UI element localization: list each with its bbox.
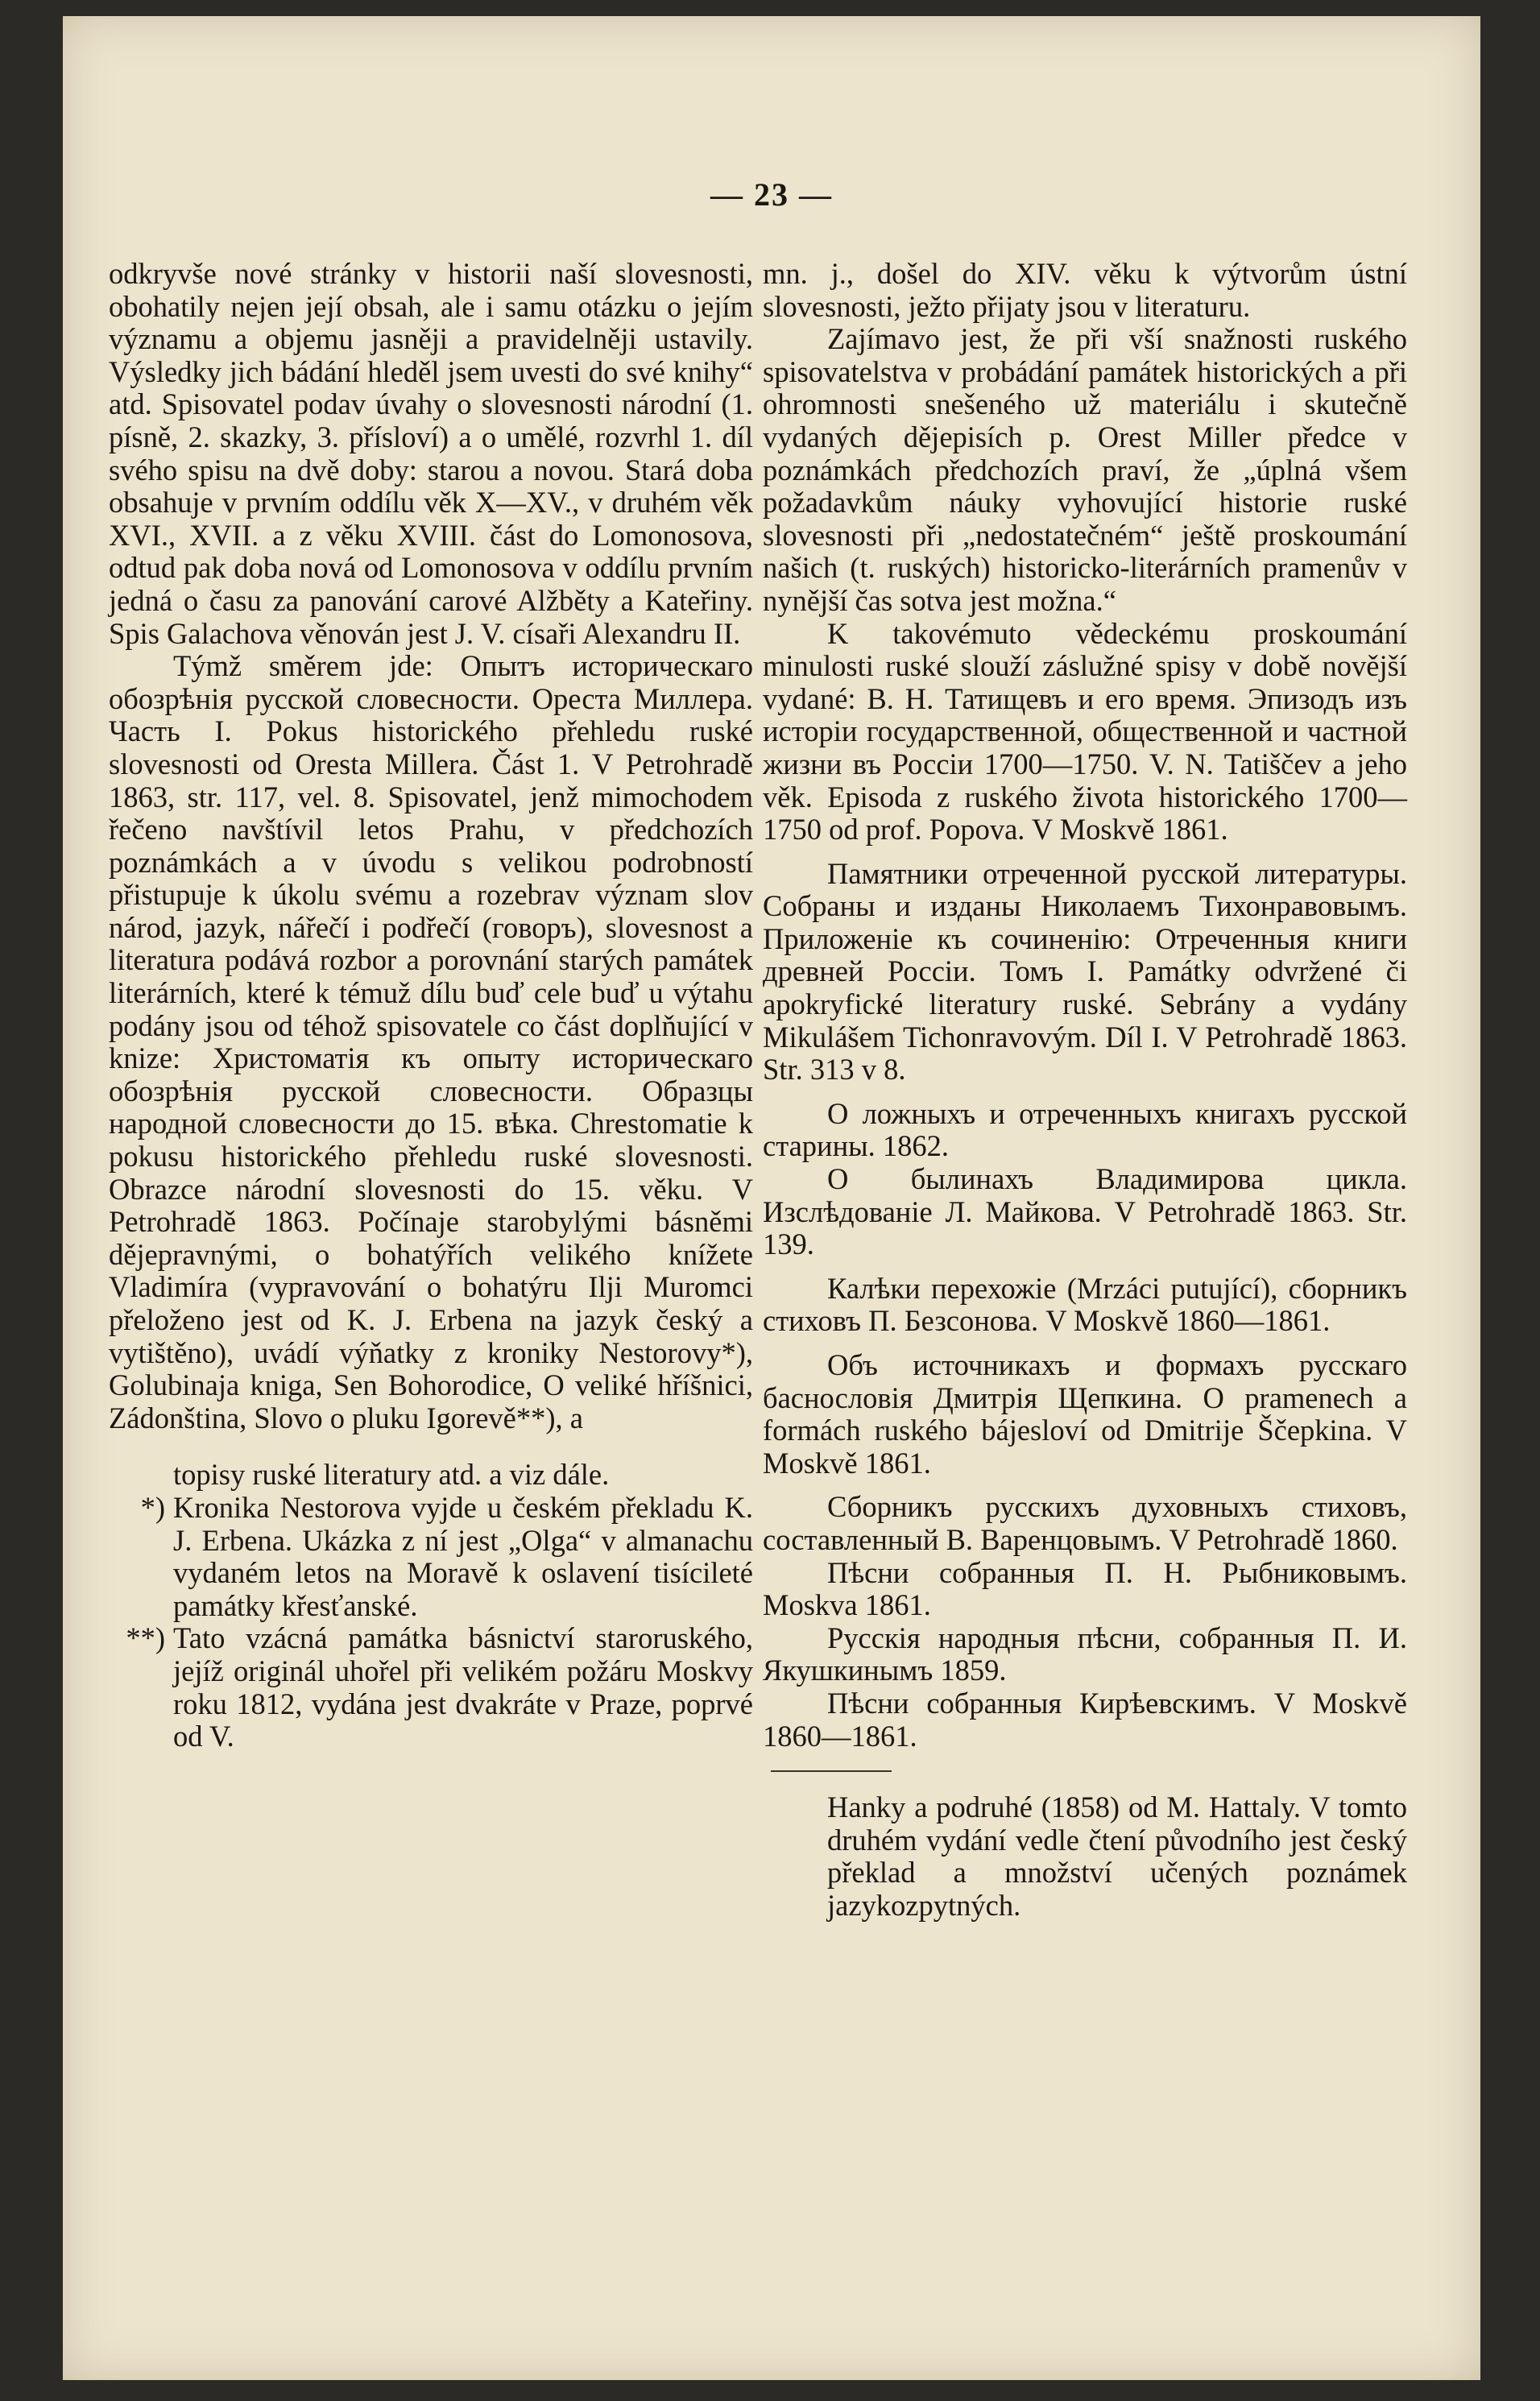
footnote [109,1492,753,1622]
bibliography-entry: Калѣки перехожіе (Mrzáci putující), сборникъ стиховъ П. Безсонова. V Moskvě 1860—1861. [763,1271,1407,1338]
bibliography-entry: О былинахъ Владимирова цикла. Изслѣдованіе Л. Майкова. V Petrohradě 1863. Str. 139. [763,1162,1407,1261]
footnote [109,1622,753,1753]
footnote-text: Tato vzácná památka básnictví staroruského, jejíž originál uhořel při velikém požáru Moskvy roku 1812, vydána jest dvakráte v Praze, poprvé od V. [173,1621,753,1753]
book-page [63,16,1480,2380]
footnote-mark: **) [126,1621,165,1655]
bibliography-entry: Русскія народныя пѣсни, собранныя П. И. Якушкинымъ 1859. [763,1621,1407,1687]
page-number: — 23 — [710,176,833,213]
bibliography-entry: Пѣсни собранныя Кирѣевскимъ. V Moskvě 1860—1861. [763,1686,1407,1753]
paragraph: mn. j., došel do XIV. věku k výtvorům ústní slovesnosti, ježto přijaty jsou v literaturu. [763,257,1407,323]
left-column [109,258,753,1753]
bibliography-entry: О ложныхъ и отреченныхъ книгахъ русской старины. 1862. [763,1096,1407,1163]
footnote-rule [771,1770,892,1772]
footnote-text: Kronika Nestorova vyjde u českém překladu K. J. Erbena. Ukázka z ní jest „Olga“ v almanachu vydaném letos na Moravě k oslavení tisícileté památky křesťanské. [173,1490,753,1622]
right-column [763,258,1407,1923]
paragraph: K takovémuto vědeckému proskoumání minulosti ruské slouží záslužné spisy v době novější vydané: В. Н. Татищевъ и его время. Эпизодъ изъ исторіи государственной, общественной и частной жизни въ Россіи 1700—1750. V. N. Tatiščev a jeho věk. Episoda z ruského života historického 1700—1750 od prof. Popova. V Moskvě 1861. [763,616,1407,847]
bibliography-entry: Пѣсни собранныя П. Н. Рыбниковымъ. Moskva 1861. [763,1555,1407,1622]
paragraph: odkryvše nové stránky v historii naší slovesnosti, obohatily nejen její obsah, ale i samu otázku o jejím významu a objemu jasněji a pravidelněji ustavily. Výsledky jich bádání hleděl jsem uvesti do své knihy“ atd. Spisovatel podav úvahy o slovesnosti národní (1. písně, 2. skazky, 3. přísloví) a o umělé, rozvrhl 1. díl svého spisu na dvě doby: starou a novou. Stará doba obsahuje v prvním oddílu věk X—XV., v druhém věk XVI., XVII. a z věku XVIII. část do Lomonosova, odtud pak doba nová od Lomonosova v oddílu prvním jedná o času za panování carové Alžběty a Kateřiny. Spis Galachova věnován jest J. V. císaři Alexandru II. [109,257,753,650]
paragraph: Týmž směrem jde: Опытъ историческаго обозрѣнія русской словесности. Ореста Миллера. Часть I. Pokus historického přehledu ruské slovesnosti od Oresta Millera. Část 1. V Petrohradě 1863, str. 117, vel. 8. Spisovatel, jenž mimochodem řečeno navštívil letos Prahu, v předchozích poznámkách a v úvodu s velikou podrobností přistupuje k úkolu svému a rozebrav význam slov národ, jazyk, nářečí i podřečí (говоръ), slovesnost a literatura podává rozbor a porovnání starých památek literárních, které k témuž dílu buď cele buď u výtahu podány jsou od téhož spisovatele co část doplňující v knize: Христоматія къ опыту историческаго обозрѣнія русской словесности. Образцы народной словесности до 15. вѣка. Chrestomatie k pokusu historického přehledu ruské slovesnosti. Obrazce národní slovesnosti do 15. věku. V Petrohradě 1863. Počínaje starobylými básněmi dějepravnými, o bohatýřích velikého knížete Vladimíra (vypravování o bohatýru Ilji Muromci přeloženo jest od K. J. Erbena na jazyk český a vytištěno), uvádí výňatky z kroniky Nestorovy*), Golubinaja kniga, Sen Bohorodice, O veliké hříšnici, Zádonština, Slovo o pluku Igorevě**), a [109,649,753,1434]
footnote-continuation: topisy ruské literatury atd. a viz dále. [173,1458,610,1492]
bibliography-entry: Объ источникахъ и формахъ русскаго баснословія Дмитрія Щепкина. O pramenech a formách ruského bájesloví od Dmitrije Ščepkina. V Moskvě 1861. [763,1348,1407,1480]
paragraph: Zajímavo jest, že při vší snažnosti ruského spisovatelstva v probádání památek historických a při ohromnosti snešeného už materiálu i skutečně vydaných dějepisích p. Orest Miller předce v poznámkách předchozích praví, že „úplná všem požadavkům náuky vyhovující historie ruské slovesnosti při „nedostatečném“ ještě proskoumání našich (t. ruských) historicko-literárních pramenův v nynější čas sotva jest možna.“ [763,322,1407,617]
bibliography-entry: Сборникъ русскихъ духовныхъ стиховъ, составленный В. Варенцовымъ. V Petrohradě 1860. [763,1490,1407,1556]
bibliography-entry: Памятники отреченной русской литературы. Собраны и изданы Николаемъ Тихонравовымъ. Приложеніе къ сочиненію: Отреченныя книги древней Россіи. Томъ I. Památky odvržené či apokryfické literatury ruské. Sebrány a vydány Mikulášem Tichonravovým. Díl I. V Petrohradě 1863. Str. 313 v 8. [763,856,1407,1087]
footnote-mark: *) [140,1490,165,1524]
footnote-text: Hanky a podruhé (1858) od M. Hattaly. V tomto druhém vydání vedle čtení původního jest český překlad a množství učených poznámek jazykozpytných. [827,1790,1407,1922]
